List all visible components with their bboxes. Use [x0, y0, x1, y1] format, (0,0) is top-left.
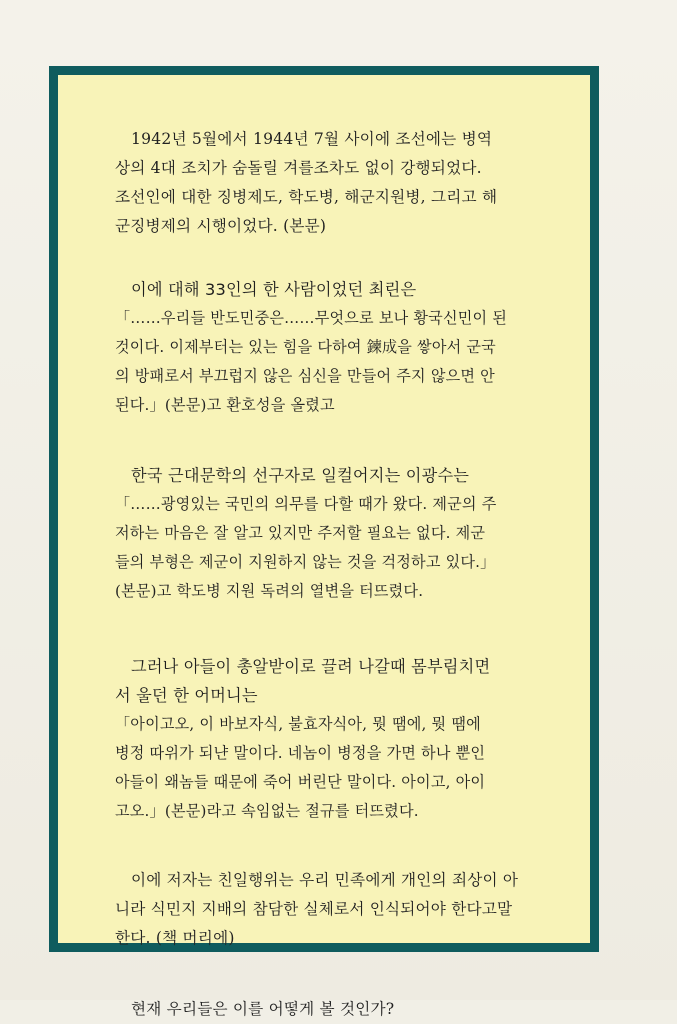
text-line: 「……우리들 반도민중은……무엇으로 보나 황국신민이 된 — [115, 309, 508, 327]
text-line: 「……광영있는 국민의 의무를 다할 때가 왔다. 제군의 주 — [115, 495, 497, 513]
back-cover-text — [115, 125, 545, 1024]
text-line: 된다.」(본문)고 환호성을 올렸고 — [115, 396, 335, 414]
text-line: 것이다. 이제부터는 있는 힘을 다하여 鍊成을 쌓아서 군국 — [115, 338, 496, 356]
text-line: 의 방패로서 부끄럽지 않은 심신을 만들어 주지 않으면 안 — [115, 367, 495, 385]
paragraph-1 — [115, 125, 545, 241]
text-line: 상의 4대 조치가 숨돌릴 겨를조차도 없이 강행되었다. — [115, 159, 482, 177]
text-line: 조선인에 대한 징병제도, 학도병, 해군지원병, 그리고 해 — [115, 188, 498, 206]
text-line: 군징병제의 시행이었다. (본문) — [115, 217, 327, 235]
text-line: (본문)고 학도병 지원 독려의 열변을 터뜨렸다. — [115, 582, 424, 600]
spacer — [115, 420, 545, 461]
spacer — [115, 606, 545, 652]
paragraph-5 — [115, 866, 545, 953]
text-line: 한국 근대문학의 선구자로 일컬어지는 이광수는 — [131, 466, 470, 485]
text-line: 서 울던 한 어머니는 — [115, 686, 258, 705]
text-line: 이에 대해 33인의 한 사람이었던 최린은 — [131, 280, 417, 299]
text-line: 병정 따위가 되냔 말이다. 네놈이 병정을 가면 하나 뿐인 — [115, 744, 486, 762]
text-line: 1942년 5월에서 1944년 7월 사이에 조선에는 병역 — [131, 130, 493, 148]
paragraph-4 — [115, 652, 545, 826]
paragraph-3 — [115, 461, 545, 606]
text-line: 고오.」(본문)라고 속임없는 절규를 터뜨렸다. — [115, 802, 419, 820]
text-line: 이에 저자는 친일행위는 우리 민족에게 개인의 죄상이 아 — [131, 871, 519, 889]
text-line: 들의 부형은 제군이 지원하지 않는 것을 걱정하고 있다.」 — [115, 553, 496, 571]
text-line: 「아이고오, 이 바보자식, 불효자식아, 뭣 땜에, 뭣 땜에 — [115, 715, 481, 733]
text-line: 그러나 아들이 총알받이로 끌려 나갈때 몸부림치면 — [131, 657, 491, 676]
spacer — [115, 826, 545, 866]
text-line: 저하는 마음은 잘 알고 있지만 주저할 필요는 없다. 제군 — [115, 524, 486, 542]
bordered-text-panel — [49, 66, 599, 1018]
text-line: 한다. (책 머리에) — [115, 929, 235, 947]
text-line: 아들이 왜놈들 때문에 죽어 버린단 말이다. 아이고, 아이 — [115, 773, 486, 791]
closing-question: 현재 우리들은 이를 어떻게 볼 것인가? — [131, 1000, 395, 1018]
paragraph-6 — [115, 995, 545, 1024]
spacer — [115, 953, 545, 995]
text-line: 니라 식민지 지배의 참담한 실체로서 인식되어야 한다고말 — [115, 900, 513, 918]
paragraph-2 — [115, 275, 545, 420]
spacer — [115, 241, 545, 275]
